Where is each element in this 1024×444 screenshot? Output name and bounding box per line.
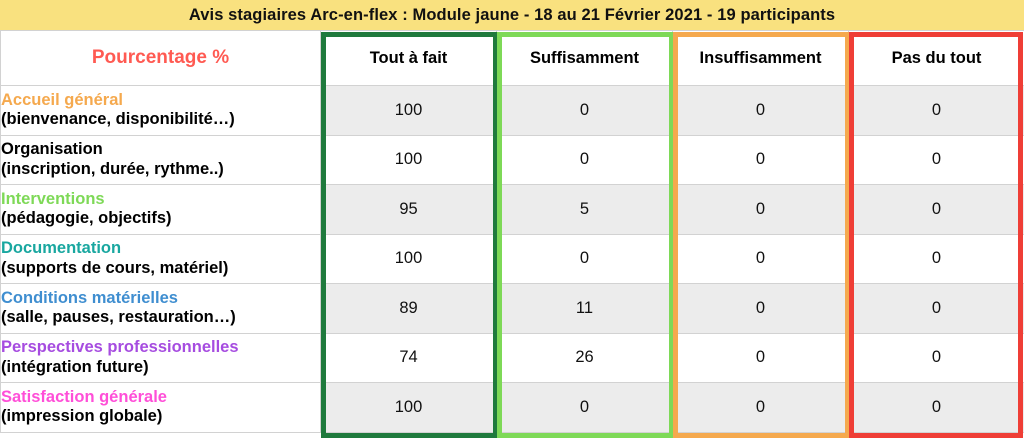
corner-header: Pourcentage % — [1, 31, 321, 86]
results-table — [0, 30, 1024, 433]
row-label-sub: (intégration future) — [1, 357, 149, 376]
row-label-sub: (pédagogie, objectifs) — [1, 209, 172, 228]
cell-value: 0 — [673, 234, 849, 284]
cell-value: 26 — [497, 333, 673, 383]
column-header-insuffisamment: Insuffisamment — [673, 31, 849, 86]
cell-value: 0 — [849, 234, 1024, 284]
row-label-conditions-materielles — [1, 284, 321, 334]
row-label-documentation — [1, 234, 321, 284]
cell-value: 0 — [849, 383, 1024, 433]
cell-value: 0 — [497, 383, 673, 433]
table-row — [1, 135, 1024, 185]
row-label-perspectives-professionnelles — [1, 333, 321, 383]
cell-value: 95 — [321, 185, 497, 235]
table-row — [1, 86, 1024, 136]
row-label-sub: (salle, pauses, restauration…) — [1, 308, 236, 327]
column-header-suffisamment: Suffisamment — [497, 31, 673, 86]
cell-value: 11 — [497, 284, 673, 334]
cell-value: 0 — [673, 86, 849, 136]
cell-value: 5 — [497, 185, 673, 235]
cell-value: 0 — [849, 333, 1024, 383]
row-label-sub: (inscription, durée, rythme..) — [1, 159, 224, 178]
row-label-main: Accueil général — [1, 90, 123, 109]
cell-value: 0 — [673, 185, 849, 235]
row-label-organisation — [1, 135, 321, 185]
cell-value: 0 — [849, 185, 1024, 235]
cell-value: 0 — [497, 135, 673, 185]
row-label-accueil-general — [1, 86, 321, 136]
row-label-main: Satisfaction générale — [1, 387, 167, 406]
cell-value: 100 — [321, 383, 497, 433]
row-label-main: Organisation — [1, 140, 103, 159]
row-label-sub: (impression globale) — [1, 407, 163, 426]
table-row — [1, 234, 1024, 284]
cell-value: 0 — [673, 284, 849, 334]
cell-value: 100 — [321, 86, 497, 136]
cell-value: 100 — [321, 135, 497, 185]
title-bar — [0, 0, 1024, 30]
row-label-main: Perspectives professionnelles — [1, 338, 239, 357]
cell-value: 74 — [321, 333, 497, 383]
row-label-sub: (supports de cours, matériel) — [1, 258, 229, 277]
row-label-interventions — [1, 185, 321, 235]
table-row — [1, 185, 1024, 235]
column-header-pas-du-tout: Pas du tout — [849, 31, 1024, 86]
row-label-main: Interventions — [1, 189, 105, 208]
cell-value: 0 — [673, 333, 849, 383]
cell-value: 0 — [497, 234, 673, 284]
cell-value: 0 — [497, 86, 673, 136]
row-label-sub: (bienvenance, disponibilité…) — [1, 110, 235, 129]
cell-value: 0 — [849, 135, 1024, 185]
row-label-satisfaction-generale — [1, 383, 321, 433]
column-header-tout-a-fait: Tout à fait — [321, 31, 497, 86]
row-label-main: Conditions matérielles — [1, 288, 178, 307]
cell-value: 89 — [321, 284, 497, 334]
table-row — [1, 284, 1024, 334]
page-title: Avis stagiaires Arc-en-flex : Module jaune - 18 au 21 Février 2021 - 19 participants — [188, 5, 836, 24]
cell-value: 0 — [673, 135, 849, 185]
row-label-main: Documentation — [1, 239, 122, 258]
table-header-row — [1, 31, 1024, 86]
cell-value: 0 — [673, 383, 849, 433]
cell-value: 0 — [849, 86, 1024, 136]
cell-value: 100 — [321, 234, 497, 284]
cell-value: 0 — [849, 284, 1024, 334]
table-row — [1, 383, 1024, 433]
table-row — [1, 333, 1024, 383]
